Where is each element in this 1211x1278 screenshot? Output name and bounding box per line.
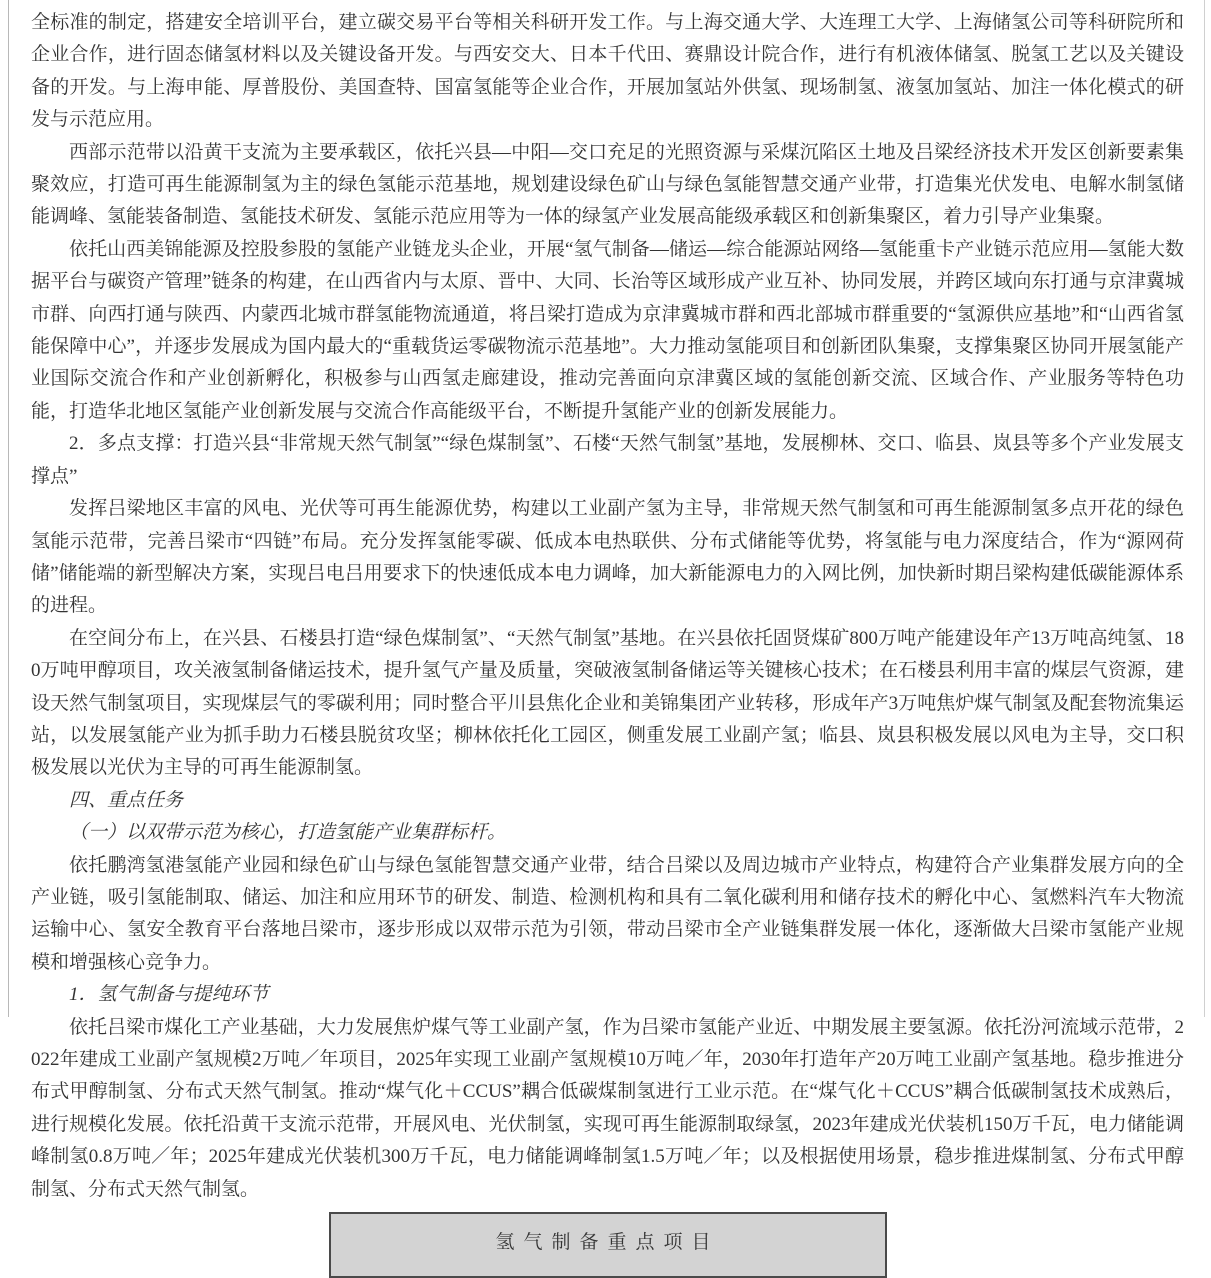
paragraph: 四、重点任务 [69,789,184,811]
paragraph: 发挥吕梁地区丰富的风电、光伏等可再生能源优势，构建以工业副产氢为主导，非常规天然气制氢和可再生能源制氢多点开花的绿色氢能示范带，完善吕梁市“四链”布局。充分发挥氢能零碳、低成本电热联供、分布式储能等优势，将氢能与电力深度结合，作为“源网荷储”储能端的新型解决方案，实现吕电吕用要求下的快速低成本电力调峰，加大新能源电力的入网比例，加快新时期吕梁构建低碳能源体系的进程。 [31,498,1184,617]
paragraph: 依托吕梁市煤化工产业基础，大力发展焦炉煤气等工业副产氢，作为吕梁市氢能产业近、中期发展主要氢源。依托汾河流域示范带，2022年建成工业副产氢规模2万吨／年项目，2025年实现工业副产氢规模10万吨／年，2030年打造年产20万吨工业副产氢基地。稳步推进分布式甲醇制氢、分布式天然气制氢。推动“煤气化＋CCUS”耦合低碳煤制氢进行工业示范。在“煤气化＋CCUS”耦合低碳制氢技术成熟后，进行规模化发展。依托沿黄干支流示范带，开展风电、光伏制氢，实现可再生能源制取绿氢，2023年建成光伏装机150万千瓦，电力储能调峰制氢0.8万吨／年；2025年建成光伏装机300万千瓦，电力储能调峰制氢1.5万吨／年；以及根据使用场景，稳步推进煤制氢、分布式甲醇制氢、分布式天然气制氢。 [31,1016,1184,1200]
table-title: 氢气制备重点项目 [495,1232,720,1254]
paragraph: 依托山西美锦能源及控股参股的氢能产业链龙头企业，开展“氢气制备—储运—综合能源站网络—氢能重卡产业链示范应用—氢能大数据平台与碳资产管理”链条的构建，在山西省内与太原、晋中、大同、长治等区域形成产业互补、协同发展，并跨区域向东打通与京津冀城市群、向西打通与陕西、内蒙西北城市群氢能物流通道，将吕梁打造成为京津冀城市群和西北部城市群重要的“氢源供应基地”和“山西省氢能保障中心”，并逐步发展成为国内最大的“重载货运零碳物流示范基地”。大力推动氢能项目和创新团队集聚，支撑集聚区协同开展氢能产业国际交流合作和产业创新孵化，积极参与山西氢走廊建设，推动完善面向京津冀区域的氢能创新交流、区域合作、产业服务等特色功能，打造华北地区氢能产业创新发展与交流合作高能级平台，不断提升氢能产业的创新发展能力。 [31,238,1184,422]
table-title-cell [329,1212,887,1278]
paragraph: （一）以双带示范为核心，打造氢能产业集群标杆。 [69,822,507,844]
paragraph: 全标准的制定，搭建安全培训平台，建立碳交易平台等相关科研开发工作。与上海交通大学、大连理工大学、上海储氢公司等科研院所和企业合作，进行固态储氢材料以及关键设备开发。与西安交大、日本千代田、赛鼎设计院合作，进行有机液体储氢、脱氢工艺以及关键设备的开发。与上海申能、厚普股份、美国查特、国富氢能等企业合作，开展加氢站外供氢、现场制氢、液氢加氢站、加注一体化模式的研发与示范应用。 [31,12,1184,131]
paragraph: 在空间分布上，在兴县、石楼县打造“绿色煤制氢”、“天然气制氢”基地。在兴县依托固贤煤矿800万吨产能建设年产13万吨高纯氢、180万吨甲醇项目，攻关液氢制备储运技术，提升氢气产量及质量，突破液氢制备储运等关键核心技术；在石楼县利用丰富的煤层气资源，建设天然气制氢项目，实现煤层气的零碳利用；同时整合平川县焦化企业和美锦集团产业转移，形成年产3万吨焦炉煤气制氢及配套物流集运站，以发展氢能产业为抓手助力石楼县脱贫攻坚；柳林依托化工园区，侧重发展工业副产氢；临县、岚县积极发展以风电为主导，交口积极发展以光伏为主导的可再生能源制氢。 [31,627,1184,779]
document-page [8,0,1205,1254]
paragraph: 1．氢气制备与提纯环节 [69,984,269,1006]
paragraph: 依托鹏湾氢港氢能产业园和绿色矿山与绿色氢能智慧交通产业带，结合吕梁以及周边城市产业特点，构建符合产业集群发展方向的全产业链，吸引氢能制取、储运、加注和应用环节的研发、制造、检测机构和具有二氧化碳利用和储存技术的孵化中心、氢燃料汽车大物流运输中心、氢安全教育平台落地吕梁市，逐步形成以双带示范为引领，带动吕梁市全产业链集群发展一体化，逐渐做大吕梁市氢能产业规模和增强核心竞争力。 [31,854,1184,973]
project-table [329,1212,887,1278]
document-body [31,7,1184,1206]
paragraph: 西部示范带以沿黄干支流为主要承载区，依托兴县—中阳—交口充足的光照资源与采煤沉陷区土地及吕梁经济技术开发区创新要素集聚效应，打造可再生能源制氢为主的绿色氢能示范基地，规划建设绿色矿山与绿色氢能智慧交通产业带，打造集光伏发电、电解水制氢储能调峰、氢能装备制造、氢能技术研发、氢能示范应用等为一体的绿氢产业发展高能级承载区和创新集聚区，着力引导产业集聚。 [31,141,1184,228]
paragraph: 2．多点支撑：打造兴县“非常规天然气制氢”“绿色煤制氢”、石楼“天然气制氢”基地，发展柳林、交口、临县、岚县等多个产业发展支撑点” [31,433,1184,487]
